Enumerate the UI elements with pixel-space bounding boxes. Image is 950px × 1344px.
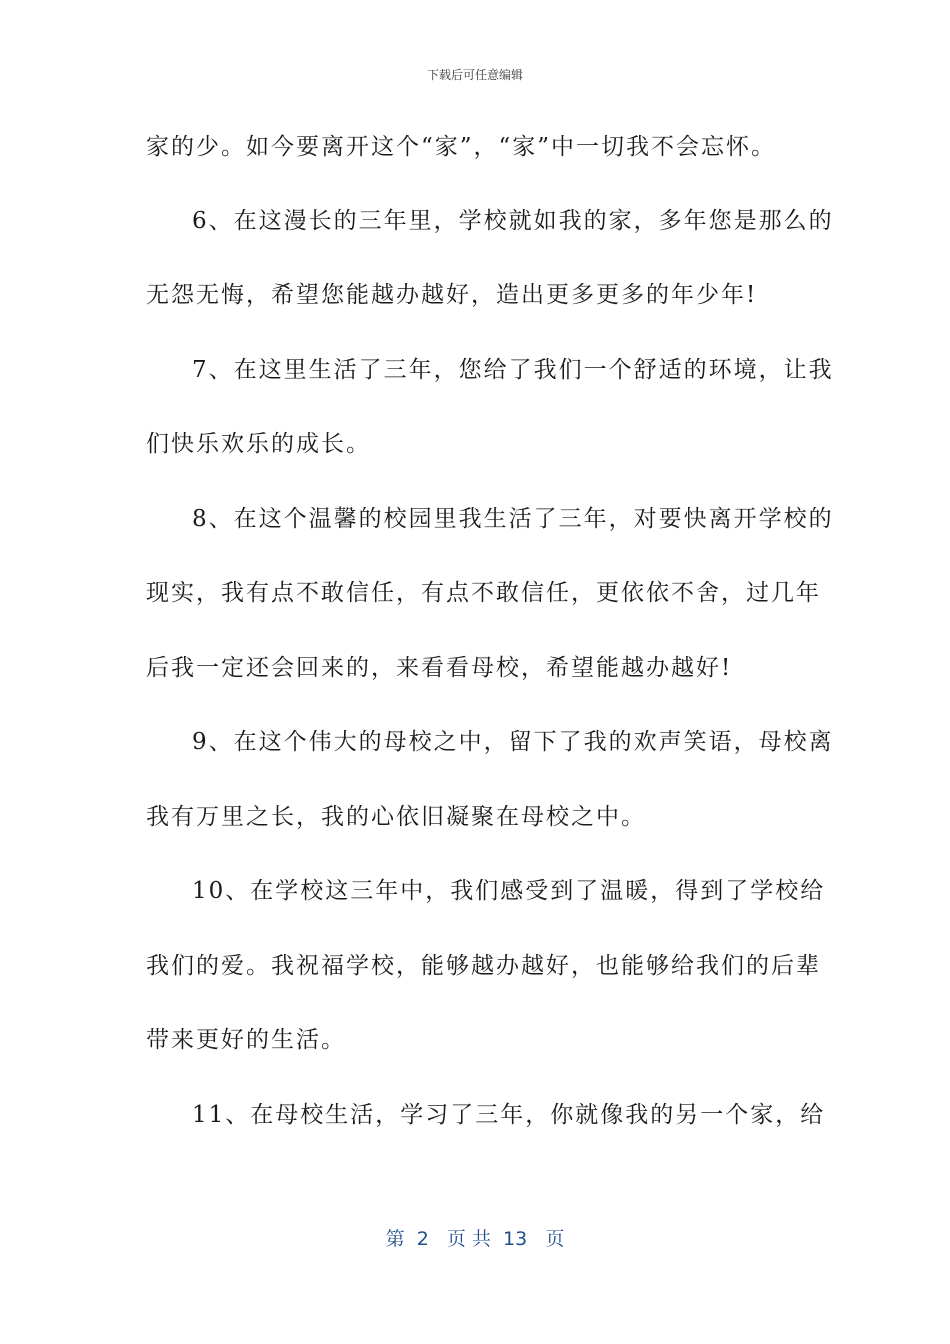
text-line: 11、在母校生活，学习了三年，你就像我的另一个家，给 xyxy=(192,1102,826,1128)
text-line: 们快乐欢乐的成长。 xyxy=(146,431,371,457)
text-line: 无怨无悔，希望您能越办越好，造出更多更多的年少年! xyxy=(146,282,758,308)
text-line: 我有万里之长，我的心依旧凝聚在母校之中。 xyxy=(146,804,646,830)
text-line: 10、在学校这三年中，我们感受到了温暖，得到了学校给 xyxy=(192,878,826,904)
page-number-footer: 第 2 页 共 13 页 xyxy=(385,1228,565,1250)
page-header-note: 下载后可任意编辑 xyxy=(426,68,523,82)
text-line: 6、在这漫长的三年里，学校就如我的家，多年您是那么的 xyxy=(192,208,834,234)
text-line: 9、在这个伟大的母校之中，留下了我的欢声笑语，母校离 xyxy=(192,729,834,755)
text-line: 8、在这个温馨的校园里我生活了三年，对要快离开学校的 xyxy=(192,506,834,532)
text-line: 后我一定还会回来的，来看看母校，希望能越办越好! xyxy=(146,655,733,681)
text-line: 现实，我有点不敢信任，有点不敢信任，更依依不舍，过几年 xyxy=(146,580,821,606)
text-line: 我们的爱。我祝福学校，能够越办越好，也能够给我们的后辈 xyxy=(146,953,821,979)
text-line: 带来更好的生活。 xyxy=(146,1027,346,1053)
text-line: 7、在这里生活了三年，您给了我们一个舒适的环境，让我 xyxy=(192,357,834,383)
text-line: 家的少。如今要离开这个“家”，“家”中一切我不会忘怀。 xyxy=(146,134,777,160)
